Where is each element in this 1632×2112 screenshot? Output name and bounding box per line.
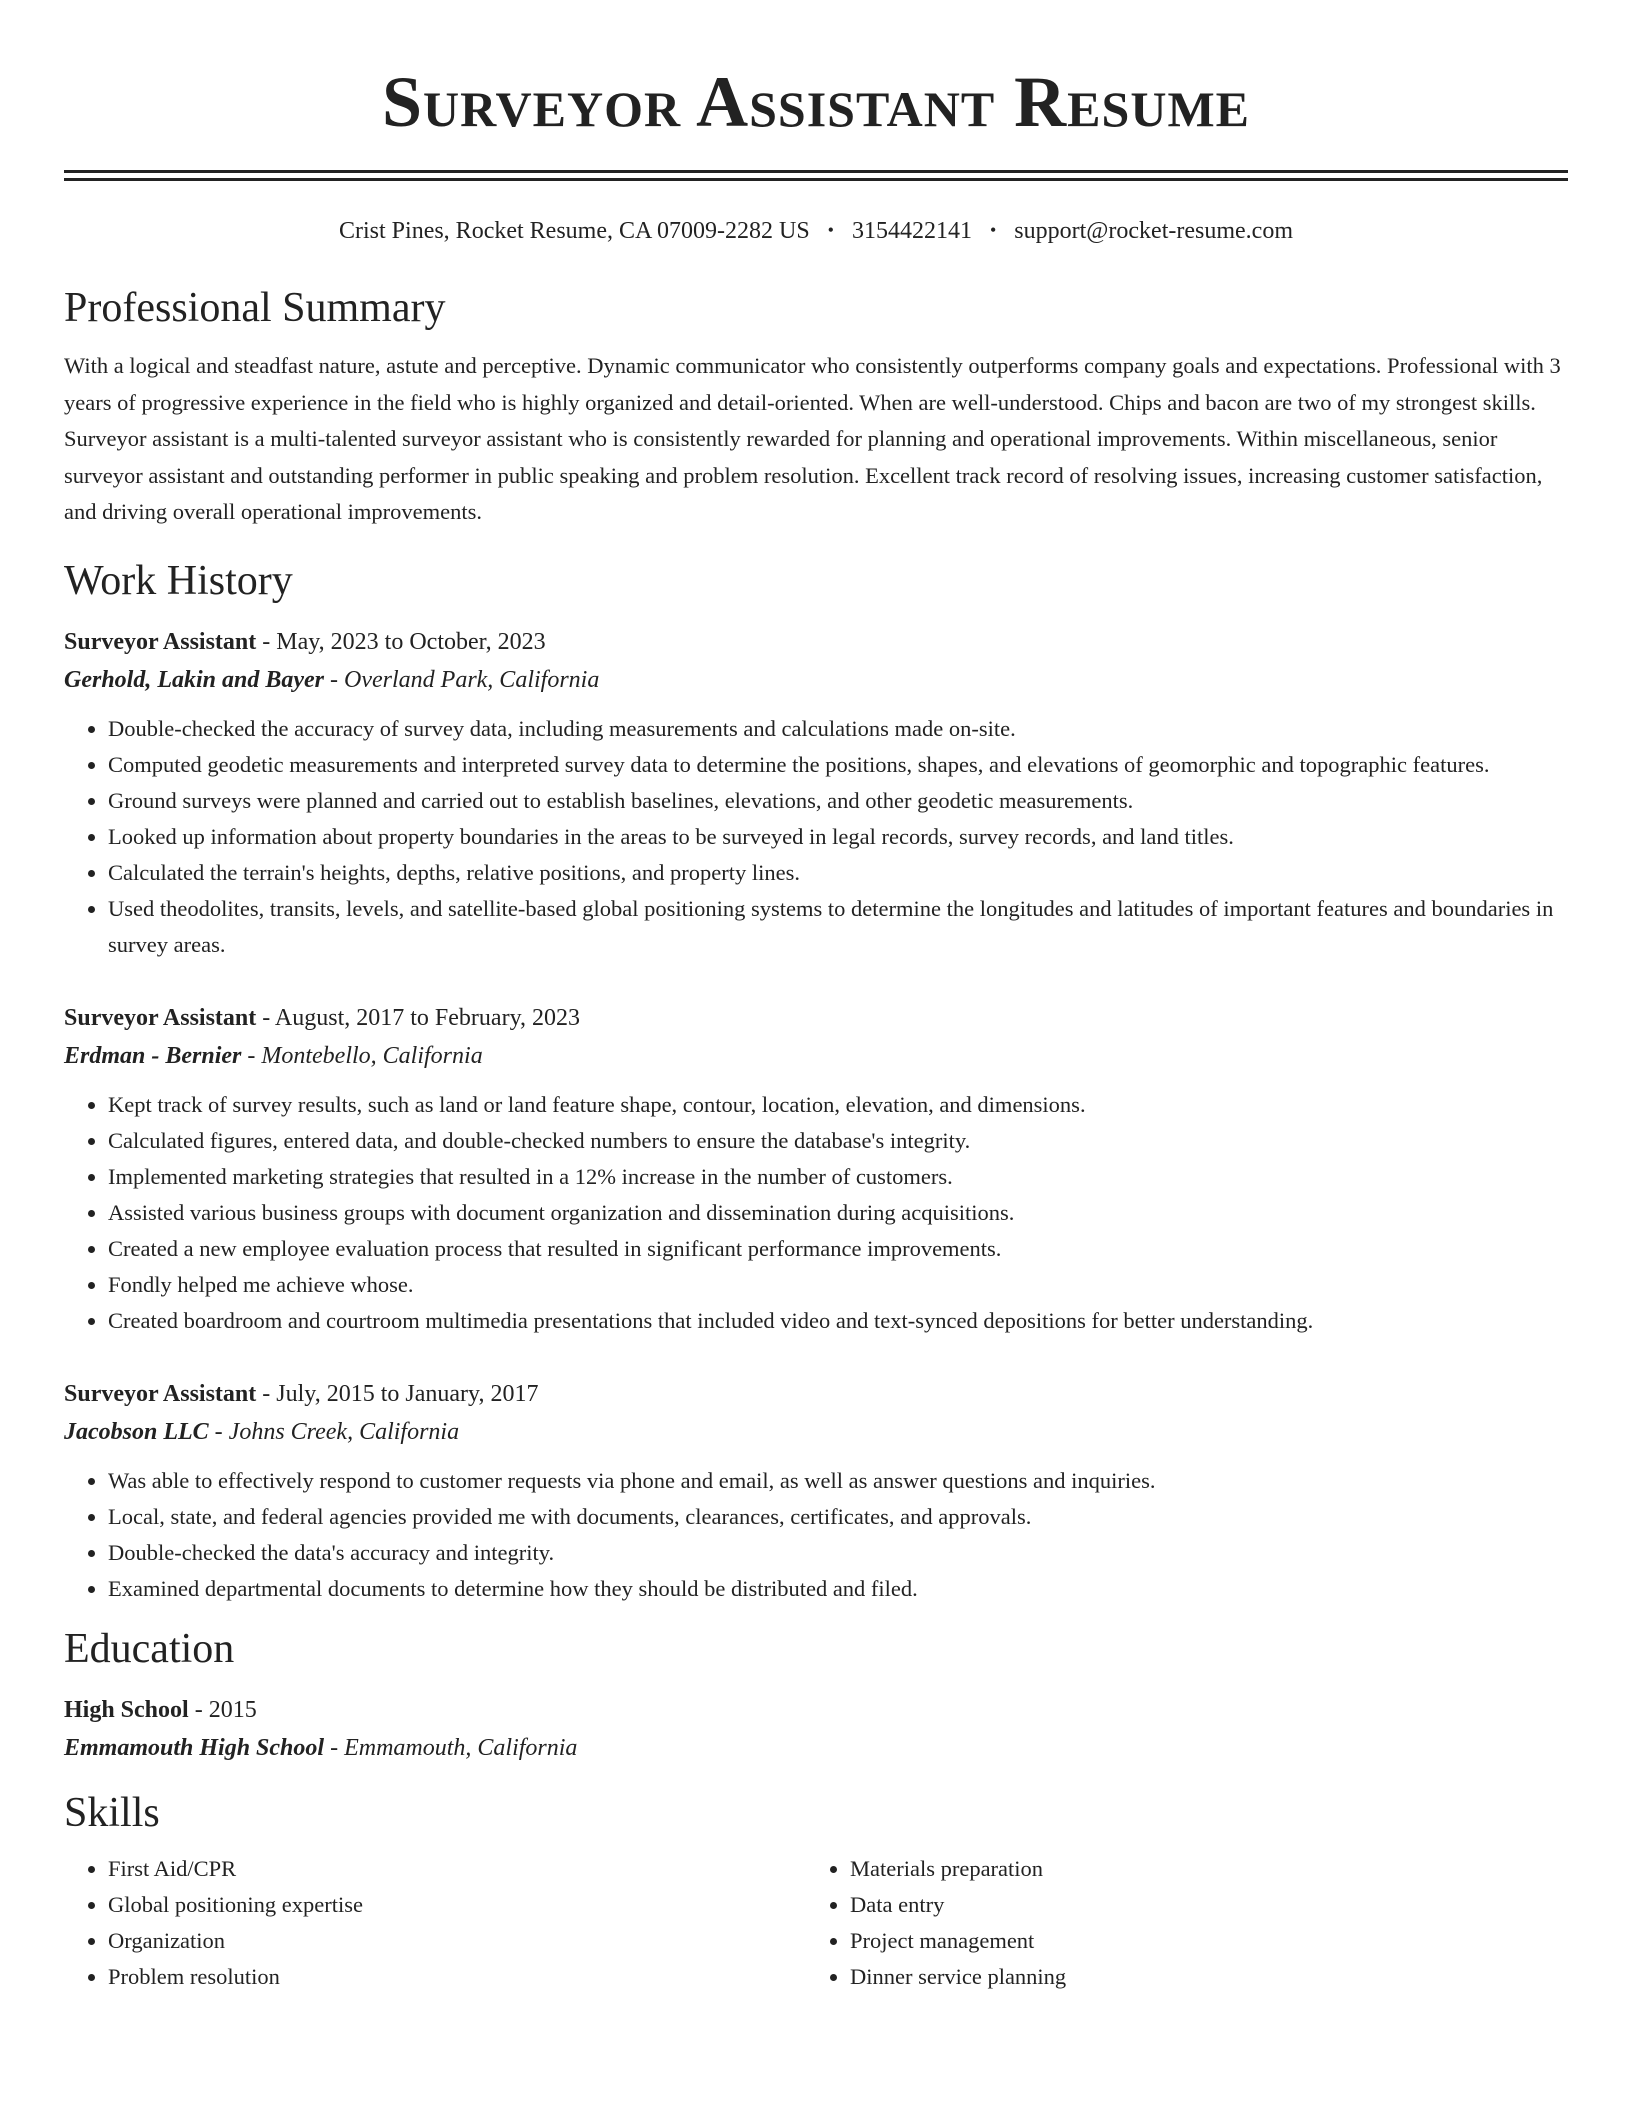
- job-company: Gerhold, Lakin and Bayer: [64, 666, 325, 693]
- job-location: - Johns Creek, California: [208, 1418, 460, 1445]
- job-company: Jacobson LLC: [64, 1418, 209, 1445]
- contact-separator: •: [827, 220, 834, 240]
- job-title-line: [64, 623, 1568, 661]
- job-bullet: • Was able to effectively respond to customer requests via phone and email, as well as answer questions and inquiries.: [108, 1463, 1568, 1499]
- summary-text: With a logical and steadfast nature, astute and perceptive. Dynamic communicator who consistently outperforms company goals and expectations. Professional with 3 years of progressive experience in the field who is highly organized and detail-oriented. When are well-understood. Chips and bacon are two of my strongest skills. Surveyor assistant is a multi-talented surveyor assistant who is consistently rewarded for planning and operational improvements. Within miscellaneous, senior surveyor assistant and outstanding performer in public speaking and problem resolution. Excellent track record of resolving issues, increasing customer satisfaction, and driving overall operational improvements.: [64, 353, 1561, 524]
- skills-heading: Skills: [64, 1789, 160, 1836]
- company-line: [64, 661, 1568, 699]
- job-bullets: [64, 711, 1568, 963]
- education-heading: Education: [64, 1625, 235, 1672]
- job-dates: - July, 2015 to January, 2017: [256, 1380, 539, 1407]
- job-bullet: • Ground surveys were planned and carried out to establish baselines, elevations, and other geodetic measurements.: [108, 783, 1568, 819]
- job-bullet: • Looked up information about property boundaries in the areas to be surveyed in legal records, survey records, and land titles.: [108, 819, 1568, 855]
- job-bullet: • Kept track of survey results, such as land or land feature shape, contour, location, elevation, and dimensions.: [108, 1087, 1568, 1123]
- job-bullet: • Local, state, and federal agencies provided me with documents, clearances, certificates, and approvals.: [108, 1499, 1568, 1535]
- job-bullet: • Fondly helped me achieve whose.: [108, 1267, 1568, 1303]
- job-dates: - August, 2017 to February, 2023: [256, 1004, 581, 1031]
- job-bullet: • Calculated the terrain's heights, depths, relative positions, and property lines.: [108, 855, 1568, 891]
- education-year: - 2015: [188, 1696, 257, 1723]
- job-entry: [64, 1375, 1568, 1607]
- skill-item: • Data entry: [850, 1887, 1548, 1923]
- job-bullet: • Double-checked the data's accuracy and integrity.: [108, 1535, 1568, 1571]
- job-dates: - May, 2023 to October, 2023: [256, 628, 546, 655]
- contact-phone: 3154422141: [851, 218, 972, 244]
- contact-email: support@rocket-resume.com: [1014, 218, 1293, 244]
- job-role: Surveyor Assistant: [64, 1004, 257, 1031]
- skills-grid: [64, 1851, 1568, 1995]
- contact-line: [64, 215, 1568, 248]
- job-bullet: • Double-checked the accuracy of survey data, including measurements and calculations made on-site.: [108, 711, 1568, 747]
- skill-item: • First Aid/CPR: [108, 1851, 806, 1887]
- job-company: Erdman - Bernier: [64, 1042, 242, 1069]
- work-history-heading: Work History: [64, 557, 293, 604]
- job-entry: [64, 999, 1568, 1339]
- job-role: Surveyor Assistant: [64, 628, 257, 655]
- skill-item: • Dinner service planning: [850, 1959, 1548, 1995]
- education-school-line: [64, 1729, 1568, 1767]
- skills-list-right: [806, 1851, 1548, 1995]
- education-location: - Emmamouth, California: [324, 1734, 578, 1761]
- job-bullet: • Assisted various business groups with document organization and dissemination during acquisitions.: [108, 1195, 1568, 1231]
- company-line: [64, 1413, 1568, 1451]
- contact-address: Crist Pines, Rocket Resume, CA 07009-2282 US: [339, 218, 810, 244]
- job-bullet: • Computed geodetic measurements and interpreted survey data to determine the positions, shapes, and elevations of geomorphic and topographic features.: [108, 747, 1568, 783]
- skill-item: • Problem resolution: [108, 1959, 806, 1995]
- job-role: Surveyor Assistant: [64, 1380, 257, 1407]
- skills-list-left: [64, 1851, 806, 1995]
- page-title: Surveyor Assistant Resume: [382, 62, 1250, 142]
- job-bullet: • Implemented marketing strategies that resulted in a 12% increase in the number of customers.: [108, 1159, 1568, 1195]
- company-line: [64, 1037, 1568, 1075]
- education-school: Emmamouth High School: [64, 1734, 325, 1761]
- job-bullets: [64, 1463, 1568, 1607]
- job-title-line: [64, 999, 1568, 1037]
- education-degree: High School: [64, 1696, 189, 1723]
- job-bullets: [64, 1087, 1568, 1339]
- job-bullet: • Used theodolites, transits, levels, and satellite-based global positioning systems to determine the longitudes and latitudes of important features and boundaries in survey areas.: [108, 891, 1568, 963]
- job-bullet: • Calculated figures, entered data, and double-checked numbers to ensure the database's integrity.: [108, 1123, 1568, 1159]
- skill-item: • Organization: [108, 1923, 806, 1959]
- contact-separator: •: [989, 220, 997, 240]
- job-title-line: [64, 1375, 1568, 1413]
- title-double-rule: [64, 170, 1568, 181]
- job-bullet: • Examined departmental documents to determine how they should be distributed and filed.: [108, 1571, 1568, 1607]
- education-degree-line: [64, 1691, 1568, 1729]
- job-bullet: • Created boardroom and courtroom multimedia presentations that included video and text-synced depositions for better understanding.: [108, 1303, 1568, 1339]
- job-location: - Overland Park, California: [324, 666, 600, 693]
- skill-item: • Project management: [850, 1923, 1548, 1959]
- summary-heading: Professional Summary: [64, 285, 446, 331]
- job-location: - Montebello, California: [241, 1042, 483, 1069]
- job-entry: [64, 623, 1568, 963]
- skill-item: • Global positioning expertise: [108, 1887, 806, 1923]
- job-bullet: • Created a new employee evaluation process that resulted in significant performance improvements.: [108, 1231, 1568, 1267]
- skill-item: • Materials preparation: [850, 1851, 1548, 1887]
